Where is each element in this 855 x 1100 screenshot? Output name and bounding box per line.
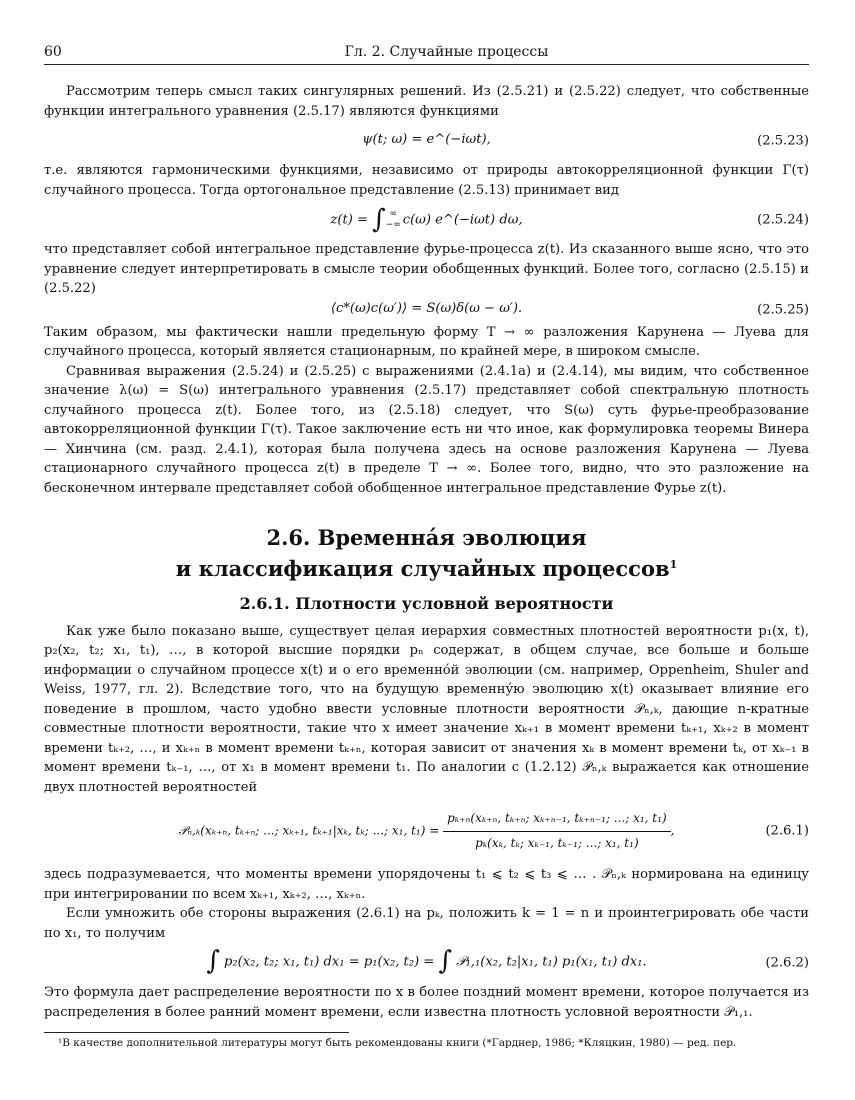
- equation-number: (2.6.2): [765, 955, 809, 971]
- equation-lhs: 𝒫ₙ,ₖ(xₖ₊ₙ, tₖ₊ₙ; ...; xₖ₊₁, tₖ₊₁|xₖ, tₖ; ...; x₁, t₁) =: [178, 823, 440, 838]
- page-body: [44, 82, 809, 1050]
- equation-2-5-23: [44, 130, 809, 152]
- paragraph: здесь подразумевается, что моменты времени упорядочены t₁ ⩽ t₂ ⩽ t₃ ⩽ … . 𝒫ₙ,ₖ нормирована на единицу при интегрировании по всем xₖ₊₁, xₖ₊₂, …, xₖ₊ₙ.: [44, 867, 809, 902]
- equation-2-6-1: [44, 809, 809, 853]
- footnote-mark: 1: [669, 558, 678, 571]
- integral-sign-icon: ∫: [438, 946, 453, 976]
- equation-tail: ,: [670, 823, 675, 838]
- running-title: Гл. 2. Случайные процессы: [344, 44, 549, 60]
- paragraph: Таким образом, мы фактически нашли предельную форму T → ∞ разложения Карунена — Луева для случайного процесса, который является стационарным, по крайней мере, в широком смысле.: [44, 324, 809, 359]
- paragraph: Рассмотрим теперь смысл таких сингулярных решений. Из (2.5.21) и (2.5.22) следует, что собственные функции интегрального уравнения (2.5.17) являются функциями: [44, 84, 809, 119]
- fraction: [443, 809, 671, 853]
- fraction-denominator: pₖ(xₖ, tₖ; xₖ₋₁, tₖ₋₁; ...; x₁, t₁): [475, 835, 639, 850]
- paragraph: Сравнивая выражения (2.5.24) и (2.5.25) с выражениями (2.4.1a) и (2.4.14), мы видим, что собственное значение λ(ω) = S(ω) интегрального уравнения (2.5.17) представляет собой спектральную плотность случайного процесса z(t). Более того, из (2.5.18) следует, что S(ω) суть фурье-преобразование автокорреляционной функции Γ(τ). Такое заключение есть ни что иное, как формулировка теоремы Винера — Хинчина (см. разд. 2.4.1), которая была получена здесь на основе разложения Карунена — Луева стационарного случайного процесса z(t) в пределе T → ∞. Более того, видно, что это разложение на бесконечном интервале представляет собой обобщенное интегральное представление Фурье z(t).: [44, 363, 809, 496]
- equation-2-5-24: z(t) = ∫ ∞ −∞ c(ω) e^(−iωt) dω, (2.5.24): [330, 204, 809, 235]
- equation-number: (2.5.25): [757, 301, 809, 317]
- footnote-divider: [44, 1032, 349, 1033]
- equation-part2: 𝒫₁,₁(x₂, t₂|x₁, t₁) p₁(x₁, t₁) dx₁.: [456, 954, 647, 970]
- upper-limit: ∞: [389, 209, 397, 219]
- paragraph: Как уже было показано выше, существует целая иерархия совместных плотностей вероятности p₁(x, t), p₂(x₂, t₂; x₁, t₁), …, в которой высшие порядки pₙ содержат, в общем случае, все больше и больше информации о случайном процессе x(t) и о его временно́й эволюции (см. например, Oppenheim, Shuler and Weiss, 1977, гл. 2). Вследствие того, что на будущую временну́ю эволюцию x(t) оказывает влияние его поведение в прошлом, часто удобно ввести условные плотности вероятности 𝒫ₙ,ₖ, дающие n-кратные совместные плотности вероятности, такие что x имеет значение xₖ₊₁ в момент времени tₖ₊₁, xₖ₊₂ в момент времени tₖ₊₂, …, и xₖ₊ₙ в момент времени tₖ₊ₙ, которая зависит от значения xₖ в момент времени tₖ, от xₖ₋₁ в момент времени tₖ₋₁, …, от x₁ в момент времени t₁. По аналогии с (1.2.12) 𝒫ₙ,ₖ выражается как отношение двух плотностей вероятностей: [44, 623, 809, 795]
- integral-sign-icon: ∫: [372, 204, 386, 235]
- section-title-line1: 2.6. Временна́я эволюция: [266, 525, 587, 550]
- integral-limits: [386, 209, 401, 231]
- page-number: 60: [44, 44, 62, 60]
- section-title-line2: и классификация случайных процессов: [175, 556, 670, 581]
- running-header: [44, 44, 809, 65]
- lower-limit: −∞: [385, 220, 401, 230]
- equation-2-5-25: [44, 299, 809, 321]
- section-heading: [44, 524, 809, 582]
- paragraph: т.е. являются гармоническими функциями, независимо от природы автокорреляционной функции Γ(τ) случайного процесса. Тогда ортогональное представление (2.5.13) принимает вид: [44, 163, 809, 198]
- paragraph: Это формула дает распределение вероятности по x в более поздний момент времени, которое получается из распределения в более ранний момент времени, если известна плотность условной вероятности 𝒫₁,₁.: [44, 985, 809, 1020]
- equation-number: (2.5.23): [757, 133, 809, 149]
- paragraph: Если умножить обе стороны выражения (2.6.1) на pₖ, положить k = 1 = n и проинтегрировать обе части по x₁, то получим: [44, 906, 809, 941]
- integral-sign-icon: ∫: [206, 946, 220, 976]
- equation-number: (2.5.24): [757, 212, 809, 228]
- equation-formula: ⟨c*(ω)c(ω′)⟩ = S(ω)δ(ω − ω′).: [330, 300, 523, 316]
- paragraph: что представляет собой интегральное представление фурье-процесса z(t). Из сказанного выше ясно, что это уравнение следует интерпретировать в смысле теории обобщенных функций. Более того, согласно (2.5.15) и (2.5.22): [44, 242, 809, 296]
- equation-part1: p₂(x₂, t₂; x₁, t₁) dx₁ = p₁(x₂, t₂) =: [224, 954, 435, 970]
- subsection-heading: 2.6.1. Плотности условной вероятности: [239, 594, 614, 613]
- integrand: c(ω) e^(−iωt) dω,: [402, 212, 523, 228]
- equation-2-6-2: [44, 946, 809, 976]
- fraction-numerator: pₖ₊ₙ(xₖ₊ₙ, tₖ₊ₙ; xₖ₊ₙ₋₁, tₖ₊ₙ₋₁; ...; x₁, t₁): [443, 809, 671, 832]
- equation-formula: ψ(t; ω) = e^(−iωt),: [362, 132, 491, 147]
- footnote: ¹В качестве дополнительной литературы могут быть рекомендованы книги (*Гарднер, 1986; *Кляцкин, 1980) — ред. пер.: [58, 1037, 737, 1049]
- equation-number: (2.6.1): [765, 823, 809, 839]
